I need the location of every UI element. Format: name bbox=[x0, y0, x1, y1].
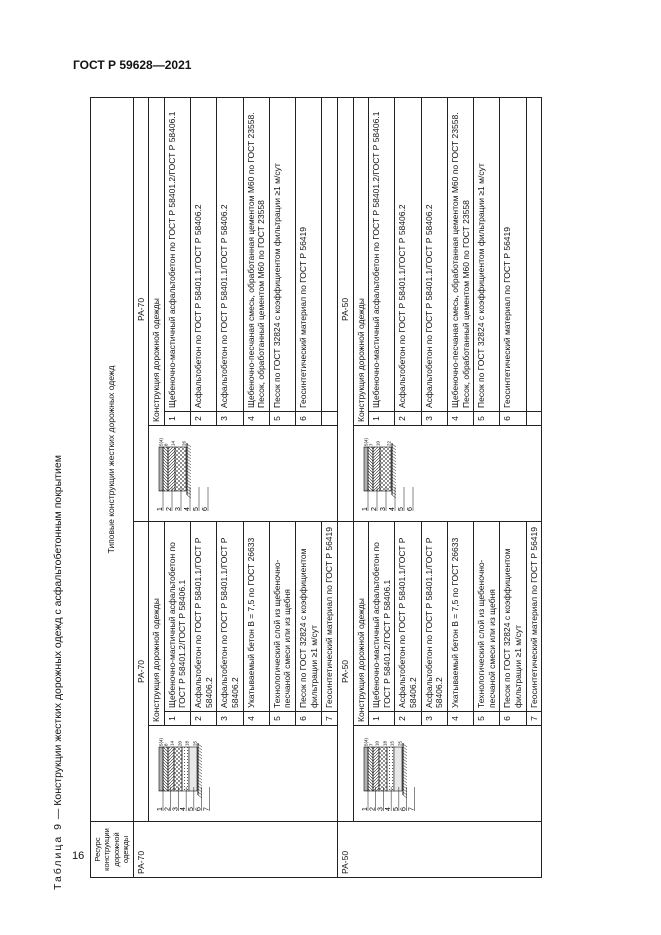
left-layer-text: Асфальтобетон по ГОСТ Р 58401.1/ГОСТ Р 58406.2 bbox=[191, 522, 217, 712]
rotated-table-container bbox=[90, 98, 585, 878]
layer-thickness-label: 7 bbox=[368, 443, 373, 447]
caption-label: Таблица 9 bbox=[52, 822, 64, 890]
layer-number-label: 3 bbox=[175, 507, 183, 512]
left-layer-text: Асфальтобетон по ГОСТ Р 58401.1/ГОСТ Р 58406.2 bbox=[217, 522, 243, 712]
layer-number-label: 2 bbox=[369, 807, 377, 812]
layer-thickness-label: 25 bbox=[397, 741, 402, 747]
layer-band-1 bbox=[364, 448, 368, 492]
right-layer-text: Песок по ГОСТ 32824 с коэффициентом фильтрации ≥1 м/сут bbox=[474, 97, 500, 411]
left-code: РА-70 bbox=[133, 522, 149, 822]
left-layer-text: Асфальтобетон по ГОСТ Р 58401.1/ГОСТ Р 58406.2 bbox=[395, 522, 421, 712]
left-layer-text: Асфальтобетон по ГОСТ Р 58401.1/ГОСТ Р 58406.2 bbox=[421, 522, 447, 712]
layer-band-6 bbox=[189, 748, 197, 792]
right-layer-text: Щебеночно-мастичный асфальтобетон по ГОСТ Р 58401.2/ГОСТ Р 58406.1 bbox=[164, 97, 190, 411]
right-layer-number: 4 bbox=[243, 412, 269, 426]
document-header: ГОСТ Р 59628—2021 bbox=[73, 58, 192, 72]
right-layer-number: 2 bbox=[191, 412, 217, 426]
left-layer-text: Щебеночно-мастичный асфальтобетон по ГОСТ Р 58401.2/ГОСТ Р 58406.1 bbox=[369, 522, 395, 712]
group-code-row bbox=[133, 97, 149, 877]
left-diagram-cell bbox=[149, 726, 338, 822]
layer-number-label: 1 bbox=[361, 507, 369, 512]
right-layer-text: Асфальтобетон по ГОСТ Р 58401.1/ГОСТ Р 58406.2 bbox=[217, 97, 243, 411]
right-diagram-cell bbox=[353, 426, 542, 522]
layer-number-label: 6 bbox=[400, 807, 408, 812]
empty-cell bbox=[526, 97, 542, 411]
layer-thickness-label: 5(4) bbox=[363, 438, 368, 447]
layer-band-6 bbox=[394, 748, 402, 792]
layer-band-5 bbox=[182, 748, 189, 792]
layer-thickness-label: 18 bbox=[184, 741, 190, 747]
layer-thickness-label: 20 bbox=[177, 741, 183, 747]
layer-band-3 bbox=[168, 448, 175, 492]
layer-band-4 bbox=[379, 748, 387, 792]
right-diagram-cell bbox=[149, 426, 338, 522]
right-layer-number: 5 bbox=[269, 412, 295, 426]
right-layer-text: Асфальтобетон по ГОСТ Р 58401.1/ГОСТ Р 58406.2 bbox=[191, 97, 217, 411]
right-layer-text: Щебеночно-песчаная смесь, обработанная цементом М60 по ГОСТ 23558. Песок, обработанный цементом М60 по ГОСТ 23558 bbox=[243, 97, 269, 411]
pavement-cross-section-diagram bbox=[153, 732, 217, 816]
ground-hatching bbox=[187, 445, 191, 499]
right-layer-text: Геосинтетический материал по ГОСТ Р 56419 bbox=[296, 97, 322, 411]
left-layer-number: 4 bbox=[447, 712, 473, 726]
right-layer-text: Песок по ГОСТ 32824 с коэффициентом фильтрации ≥1 м/сут bbox=[269, 97, 295, 411]
layer-thickness-label: 22 bbox=[386, 441, 391, 447]
layer-thickness-label: 18 bbox=[382, 741, 387, 747]
caption-text: — Конструкции жестких дорожных одежд с асфальтобетонным покрытием bbox=[52, 455, 64, 823]
group-title-row bbox=[353, 97, 369, 877]
layer-thickness-label: 5(4) bbox=[158, 738, 164, 747]
layer-band-2 bbox=[163, 748, 168, 792]
right-layer-number: 3 bbox=[217, 412, 243, 426]
layer-thickness-label: 8 bbox=[163, 443, 169, 447]
left-layer-text: Технологический слой из щебеночно-песчаной смеси или из щебня bbox=[269, 522, 295, 712]
left-layer-number: 2 bbox=[395, 712, 421, 726]
table-caption bbox=[52, 90, 64, 890]
right-layer-number: 6 bbox=[500, 412, 526, 426]
layer-thickness-label: 7 bbox=[368, 743, 373, 747]
layer-band-4 bbox=[174, 748, 182, 792]
layer-number-label: 2 bbox=[166, 507, 174, 512]
right-layer-text: Щебеночно-песчаная смесь, обработанная цементом М60 по ГОСТ 23558. Песок, обработанный цементом М60 по ГОСТ 23558 bbox=[447, 97, 473, 411]
empty-cell bbox=[322, 97, 338, 411]
resource-cell: РА-70 bbox=[133, 822, 337, 878]
right-title: Конструкция дорожной одежды bbox=[353, 97, 369, 425]
layer-number-label: 1 bbox=[157, 807, 165, 812]
left-diagram-cell bbox=[353, 726, 542, 822]
left-layer-number: 1 bbox=[164, 712, 190, 726]
layer-number-label: 5 bbox=[187, 807, 195, 812]
layer-number-label: 4 bbox=[388, 507, 396, 512]
right-layer-number: 4 bbox=[447, 412, 473, 426]
layer-band-1 bbox=[159, 448, 163, 492]
layer-band-4 bbox=[380, 448, 391, 492]
layer-thickness-label: 14 bbox=[169, 741, 175, 747]
right-code: РА-50 bbox=[337, 97, 353, 521]
left-layer-number: 3 bbox=[217, 712, 243, 726]
pavement-cross-section-diagram bbox=[358, 432, 422, 516]
empty-cell bbox=[322, 412, 338, 426]
header-resource: Ресурс конструкции дорожной одежды bbox=[91, 822, 134, 878]
layer-number-label: 6 bbox=[202, 507, 210, 512]
right-layer-number: 1 bbox=[164, 412, 190, 426]
group-code-row bbox=[337, 97, 353, 877]
constructions-table bbox=[90, 97, 542, 878]
layer-band-2 bbox=[368, 448, 373, 492]
ground-hatching bbox=[392, 445, 396, 499]
layer-band-3 bbox=[168, 748, 174, 792]
layer-thickness-label: 26 bbox=[181, 441, 187, 447]
right-layer-text: Асфальтобетон по ГОСТ Р 58401.1/ГОСТ Р 58406.2 bbox=[421, 97, 447, 411]
empty-cell bbox=[526, 412, 542, 426]
right-layer-number: 6 bbox=[296, 412, 322, 426]
group-title-row bbox=[149, 97, 165, 877]
left-layer-number: 6 bbox=[500, 712, 526, 726]
layer-band-3 bbox=[373, 748, 379, 792]
layer-thickness-label: 25 bbox=[192, 741, 198, 747]
left-layer-text: Укатываемый бетон В = 7,5 по ГОСТ 26633 bbox=[447, 522, 473, 712]
layer-number-label: 6 bbox=[406, 507, 414, 512]
left-layer-number: 5 bbox=[269, 712, 295, 726]
layer-band-1 bbox=[159, 748, 163, 792]
right-title: Конструкция дорожной одежды bbox=[149, 97, 165, 425]
layer-number-label: 5 bbox=[397, 507, 405, 512]
layer-number-label: 5 bbox=[392, 807, 400, 812]
layer-number-label: 7 bbox=[407, 807, 415, 812]
left-title: Конструкция дорожной одежды bbox=[353, 522, 369, 726]
right-layer-number: 2 bbox=[395, 412, 421, 426]
layer-thickness-label: 15 bbox=[389, 741, 394, 747]
page-number: 16 bbox=[72, 850, 85, 862]
layer-thickness-label: 5(4) bbox=[363, 738, 368, 747]
layer-number-label: 4 bbox=[184, 507, 192, 512]
left-layer-number: 3 bbox=[421, 712, 447, 726]
right-layer-number: 3 bbox=[421, 412, 447, 426]
right-layer-text: Асфальтобетон по ГОСТ Р 58401.1/ГОСТ Р 58406.2 bbox=[395, 97, 421, 411]
layer-band-5 bbox=[387, 748, 394, 792]
header-constructions: Типовые конструкции жестких дорожных одежд bbox=[91, 97, 134, 821]
left-layer-text: Геосинтетический материал по ГОСТ Р 56419 bbox=[322, 522, 338, 712]
right-code: РА-70 bbox=[133, 97, 149, 521]
right-layer-number: 1 bbox=[369, 412, 395, 426]
layer-number-label: 1 bbox=[361, 807, 369, 812]
left-layer-text: Песок по ГОСТ 32824 с коэффициентом фильтрации ≥1 м/сут bbox=[296, 522, 322, 712]
left-layer-number: 6 bbox=[296, 712, 322, 726]
pavement-cross-section-diagram bbox=[153, 432, 217, 516]
left-layer-number: 5 bbox=[474, 712, 500, 726]
left-layer-number: 1 bbox=[369, 712, 395, 726]
layer-band-2 bbox=[368, 748, 373, 792]
layer-thickness-label: 10 bbox=[375, 441, 380, 447]
left-layer-number: 4 bbox=[243, 712, 269, 726]
right-layer-text: Геосинтетический материал по ГОСТ Р 56419 bbox=[500, 97, 526, 411]
layer-number-label: 3 bbox=[376, 807, 384, 812]
left-layer-text: Песок по ГОСТ 32824 с коэффициентом фильтрации ≥1 м/сут bbox=[500, 522, 526, 712]
layer-band-4 bbox=[175, 448, 186, 492]
table-header-row bbox=[91, 97, 134, 877]
layer-number-label: 4 bbox=[180, 807, 188, 812]
layer-thickness-label: 5(4) bbox=[158, 438, 164, 447]
layer-number-label: 2 bbox=[370, 507, 378, 512]
layer-band-1 bbox=[364, 748, 368, 792]
layer-number-label: 7 bbox=[203, 807, 211, 812]
resource-cell: РА-50 bbox=[337, 822, 541, 878]
layer-thickness-label: 10 bbox=[374, 741, 379, 747]
pavement-cross-section-diagram bbox=[358, 732, 422, 816]
right-layer-number: 5 bbox=[474, 412, 500, 426]
layer-number-label: 2 bbox=[164, 807, 172, 812]
left-layer-number: 7 bbox=[526, 712, 542, 726]
layer-thickness-label: 14 bbox=[170, 441, 176, 447]
left-layer-text: Щебеночно-мастичный асфальтобетон по ГОСТ Р 58401.2/ГОСТ Р 58406.1 bbox=[164, 522, 190, 712]
left-layer-text: Укатываемый бетон В = 7,5 по ГОСТ 26633 bbox=[243, 522, 269, 712]
layer-number-label: 1 bbox=[157, 507, 165, 512]
layer-band-3 bbox=[373, 448, 380, 492]
layer-number-label: 5 bbox=[193, 507, 201, 512]
layer-number-label: 3 bbox=[172, 807, 180, 812]
layer-number-label: 4 bbox=[384, 807, 392, 812]
layer-number-label: 6 bbox=[195, 807, 203, 812]
left-layer-number: 7 bbox=[322, 712, 338, 726]
left-layer-number: 2 bbox=[191, 712, 217, 726]
left-code: РА-50 bbox=[337, 522, 353, 822]
left-title: Конструкция дорожной одежды bbox=[149, 522, 165, 726]
left-layer-text: Технологический слой из щебеночно-песчаной смеси или из щебня bbox=[474, 522, 500, 712]
layer-number-label: 3 bbox=[379, 507, 387, 512]
left-layer-text: Геосинтетический материал по ГОСТ Р 56419 bbox=[526, 522, 542, 712]
right-layer-text: Щебеночно-мастичный асфальтобетон по ГОСТ Р 58401.2/ГОСТ Р 58406.1 bbox=[369, 97, 395, 411]
layer-band-2 bbox=[163, 448, 168, 492]
layer-thickness-label: 8 bbox=[163, 743, 169, 747]
